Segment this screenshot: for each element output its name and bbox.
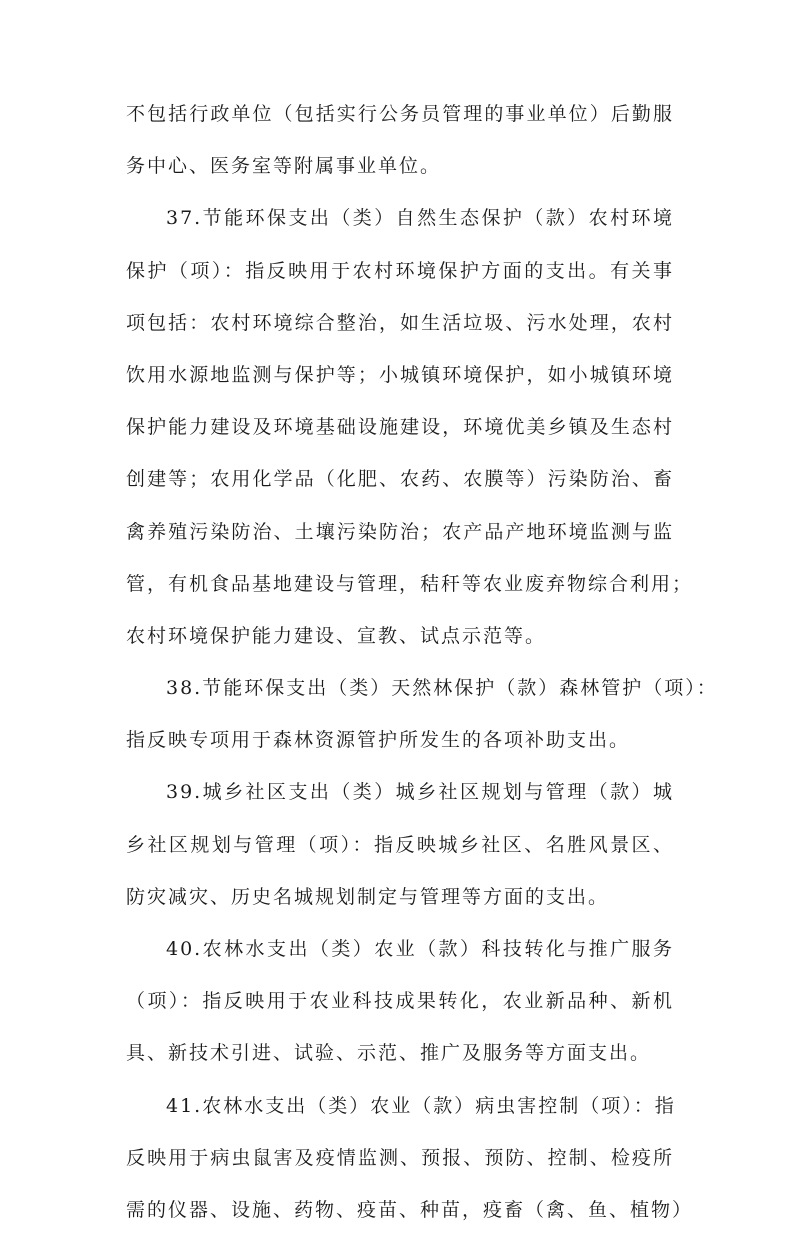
item-37-heading-line: 37.节能环保支出（类）自然生态保护（款）农村环境	[166, 207, 674, 230]
text-line: 项包括：农村环境综合整治，如生活垃圾、污水处理，农村	[126, 311, 674, 334]
text-line: 保护能力建设及环境基础设施建设，环境优美乡镇及生态村	[126, 416, 674, 439]
text-line: 不包括行政单位（包括实行公务员管理的事业单位）后勤服	[126, 103, 674, 125]
text-line: 保护（项）：指反映用于农村环境保护方面的支出。有关事	[126, 259, 674, 282]
text-line: 具、新技术引进、试验、示范、推广及服务等方面支出。	[126, 1042, 652, 1065]
text-line: 禽养殖污染防治、土壤污染防治；农产品产地环境监测与监	[126, 520, 674, 543]
text-line: 乡社区规划与管理（项）：指反映城乡社区、名胜风景区、	[126, 833, 674, 856]
item-38-heading-line: 38.节能环保支出（类）天然林保护（款）森林管护（项）：	[166, 677, 718, 700]
text-line: 农村环境保护能力建设、宣教、试点示范等。	[126, 624, 547, 647]
text-line: 指反映专项用于森林资源管护所发生的各项补助支出。	[126, 729, 631, 752]
text-line: 饮用水源地监测与保护等；小城镇环境保护，如小城镇环境	[126, 363, 674, 386]
document-body	[126, 88, 718, 1236]
item-39-heading-line: 39.城乡社区支出（类）城乡社区规划与管理（款）城	[166, 781, 674, 804]
text-line: 创建等；农用化学品（化肥、农药、农膜等）污染防治、畜	[126, 468, 674, 491]
text-line: 防灾减灾、历史名城规划制定与管理等方面的支出。	[126, 885, 610, 908]
text-line: （项）：指反映用于农业科技成果转化，农业新品种、新机	[126, 990, 674, 1013]
item-41-heading-line: 41.农林水支出（类）农业（款）病虫害控制（项）：指	[166, 1094, 676, 1117]
text-line: 管，有机食品基地建设与管理，秸秆等农业废弃物综合利用；	[126, 572, 694, 595]
text-line: 需的仪器、设施、药物、疫苗、种苗，疫畜（禽、鱼、植物）	[126, 1198, 694, 1221]
text-line: 务中心、医务室等附属事业单位。	[126, 155, 442, 178]
text-line: 反映用于病虫鼠害及疫情监测、预报、预防、控制、检疫所	[126, 1146, 674, 1169]
item-40-heading-line: 40.农林水支出（类）农业（款）科技转化与推广服务	[166, 938, 674, 960]
